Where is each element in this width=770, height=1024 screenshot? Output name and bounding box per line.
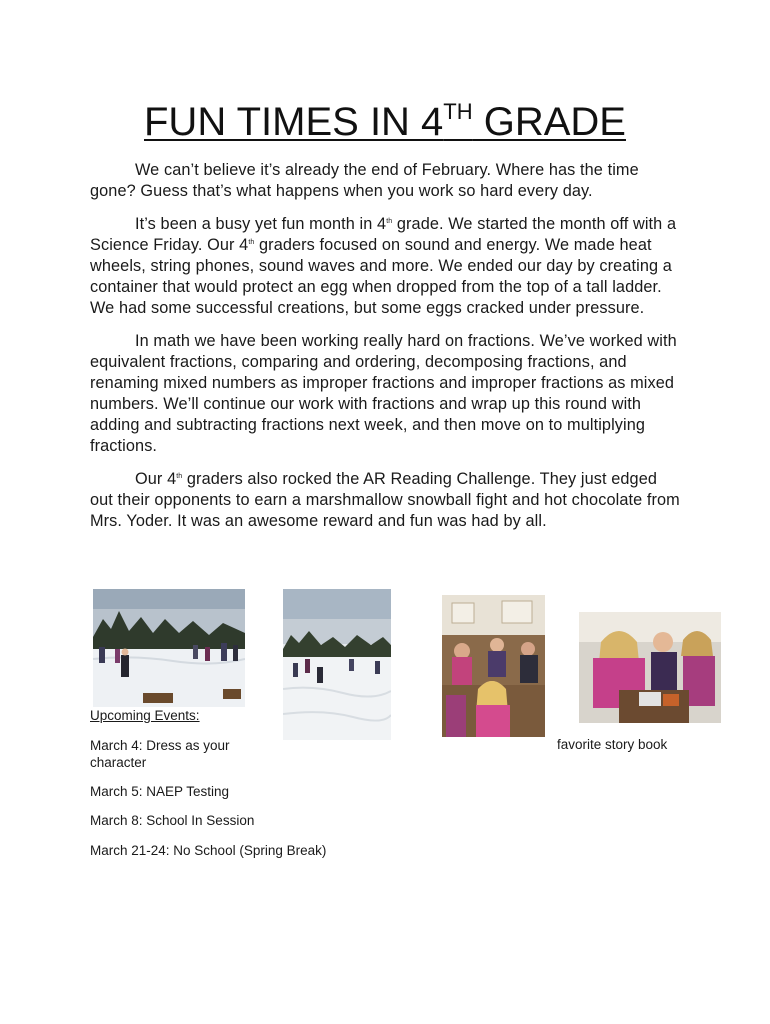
ordinal-suffix: th (176, 473, 183, 480)
event-item: March 4: Dress as your character (90, 738, 230, 770)
paragraph-reading-part-2: graders also rocked the AR Reading Challenge. They just edged out their opponents to earn a marshmallow snowball fight and hot chocolate from Mrs. Yoder. It was an awesome reward and fun was had by all. (90, 470, 680, 530)
event-item: March 21-24: No School (Spring Break) (90, 843, 327, 858)
page-title (0, 98, 770, 146)
upcoming-events-heading: Upcoming Events: (90, 708, 200, 723)
paragraph-science-part-2: grade. We started the month off with a Science Friday. Our 4 (90, 215, 677, 254)
paragraph-science-part-3: graders focused on sound and energy. We made heat wheels, string phones, sound waves and more. We ended our day by creating a container that would protect an egg when dropped from the top of a tall ladder. We had some successful creations, but some eggs cracked under pressure. (90, 236, 672, 317)
hot-chocolate-photo-1 (442, 595, 545, 737)
ordinal-suffix: th (248, 239, 255, 246)
hot-chocolate-photo-2 (579, 612, 721, 723)
paragraph-science-part-1: It’s been a busy yet fun month in 4 (135, 215, 387, 233)
paragraph-math: In math we have been working really hard on fractions. We’ve worked with equivalent fractions, comparing and ordering, decomposing fractions, and renaming mixed numbers as improper fractions and improper fractions as mixed numbers. We’ll continue our work with fractions and wrap up this round with adding and subtracting fractions next week, and then move on to multiplying fractions. (90, 332, 677, 455)
event-item: March 8: School In Session (90, 813, 255, 828)
event-item: March 5: NAEP Testing (90, 784, 230, 799)
ordinal-suffix: th (386, 218, 393, 225)
snowball-fight-photo-1 (93, 589, 245, 707)
title-rest: GRADE (472, 100, 626, 144)
article-body (90, 160, 682, 544)
paragraph-science (90, 214, 682, 319)
event-item-continuation: favorite story book (557, 737, 668, 752)
title-superscript: TH (443, 99, 473, 124)
title-main: FUN TIMES IN 4 (144, 100, 444, 144)
paragraph-reading-part-1: Our 4 (135, 470, 177, 488)
paragraph-reading (90, 469, 682, 532)
snowball-fight-photo-2 (283, 589, 391, 740)
paragraph-intro: We can’t believe it’s already the end of February. Where has the time gone? Guess that’s what happens when you work so hard every day. (90, 161, 639, 200)
